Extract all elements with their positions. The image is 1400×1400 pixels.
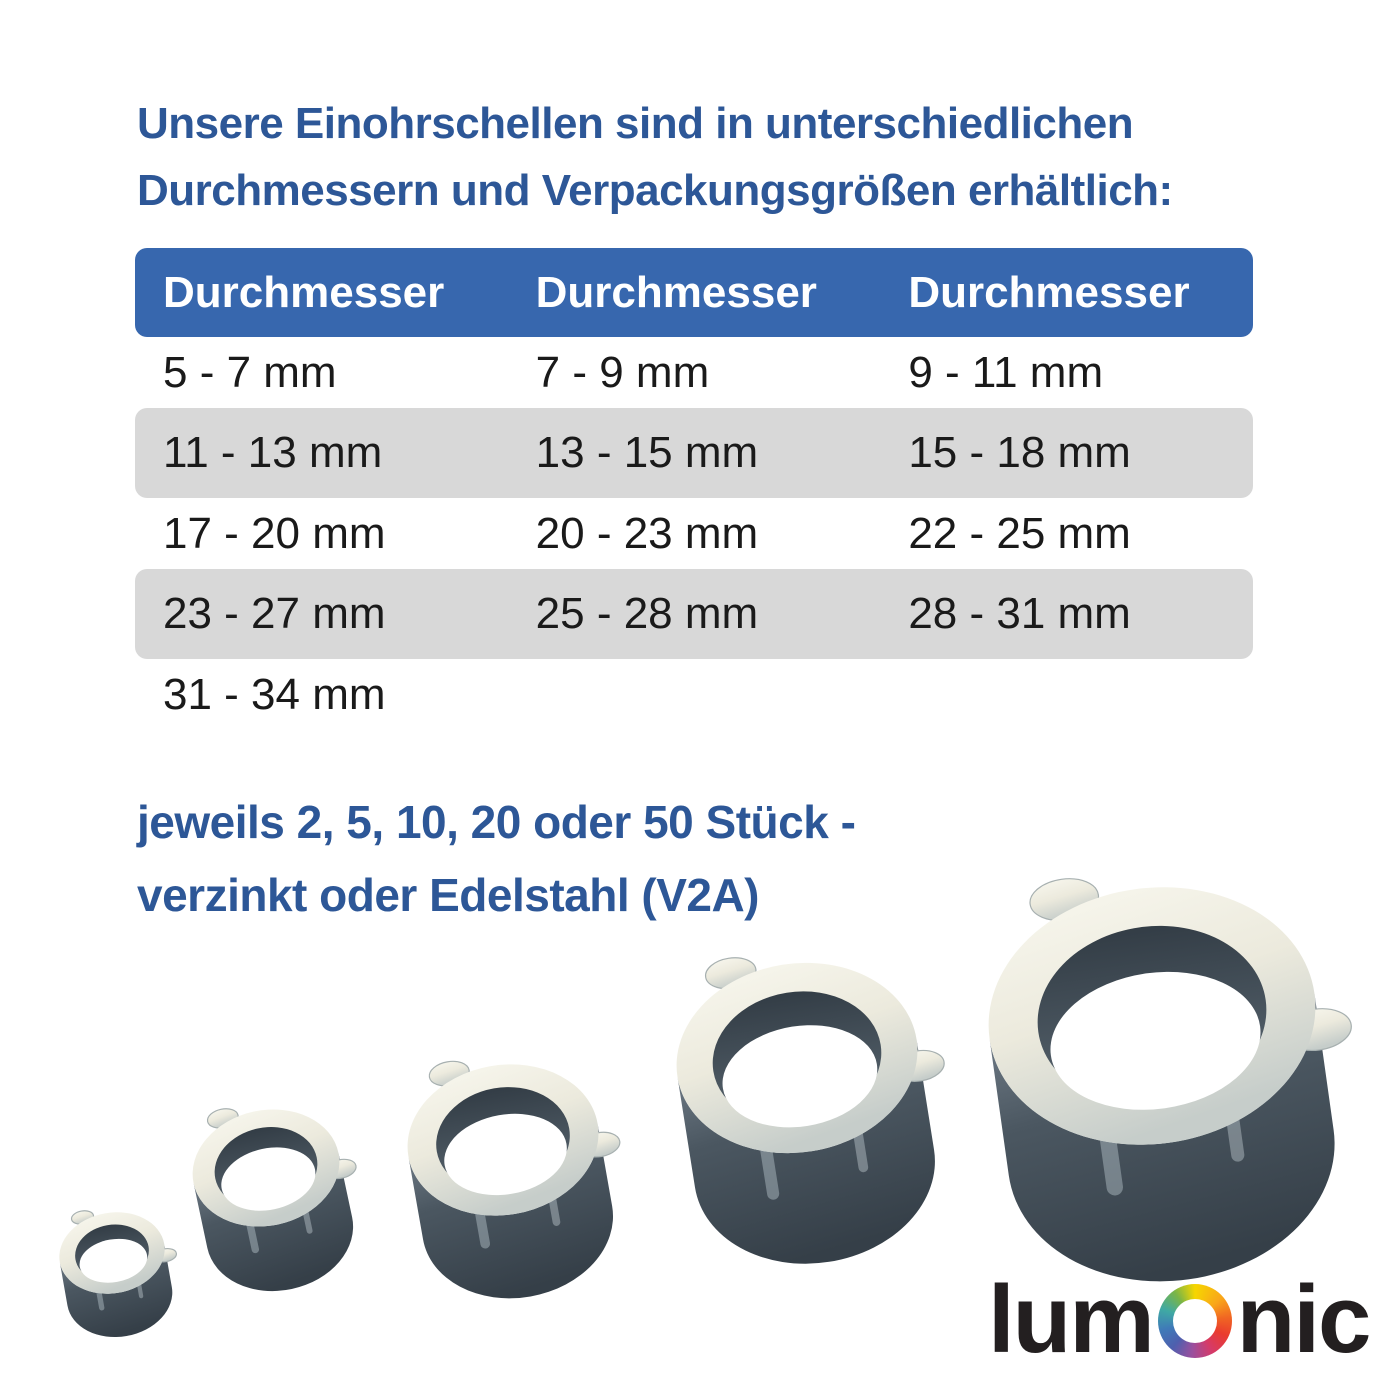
diameter-cell: 5 - 7 mm bbox=[163, 347, 337, 397]
diameter-cell: 17 - 20 mm bbox=[163, 508, 386, 558]
diameter-cell: 7 - 9 mm bbox=[535, 347, 710, 397]
diameter-cell: 9 - 11 mm bbox=[908, 347, 1104, 397]
logo-text-nic: nic bbox=[1236, 1266, 1370, 1373]
diameter-cell: 22 - 25 mm bbox=[908, 508, 1131, 558]
diameter-cell: 25 - 28 mm bbox=[535, 589, 759, 638]
diameter-cell: 11 - 13 mm bbox=[163, 428, 383, 477]
intro-heading-line1: Unsere Einohrschellen sind in unterschiedlichen bbox=[137, 99, 1134, 148]
diameter-cell: 20 - 23 mm bbox=[535, 508, 759, 558]
packaging-note-line1: jeweils 2, 5, 10, 20 oder 50 Stück - bbox=[137, 796, 856, 848]
rainbow-ring-o-icon bbox=[1158, 1284, 1232, 1358]
packaging-note-line2: verzinkt oder Edelstahl (V2A) bbox=[137, 869, 759, 921]
column-header-durchmesser-1: Durchmesser bbox=[163, 267, 445, 317]
logo-text-lum: lum bbox=[988, 1266, 1153, 1373]
intro-heading-line2: Durchmessern und Verpackungsgrößen erhältlich: bbox=[137, 166, 1173, 215]
diameter-cell: 15 - 18 mm bbox=[908, 428, 1131, 477]
diameter-cell: 13 - 15 mm bbox=[535, 428, 759, 477]
diameter-cell: 31 - 34 mm bbox=[163, 669, 386, 719]
lumonic-logo bbox=[988, 1266, 1370, 1373]
diameter-cell: 28 - 31 mm bbox=[908, 589, 1131, 638]
diameter-cell: 23 - 27 mm bbox=[163, 589, 386, 638]
column-header-durchmesser-3: Durchmesser bbox=[908, 267, 1190, 317]
column-header-durchmesser-2: Durchmesser bbox=[535, 267, 817, 317]
